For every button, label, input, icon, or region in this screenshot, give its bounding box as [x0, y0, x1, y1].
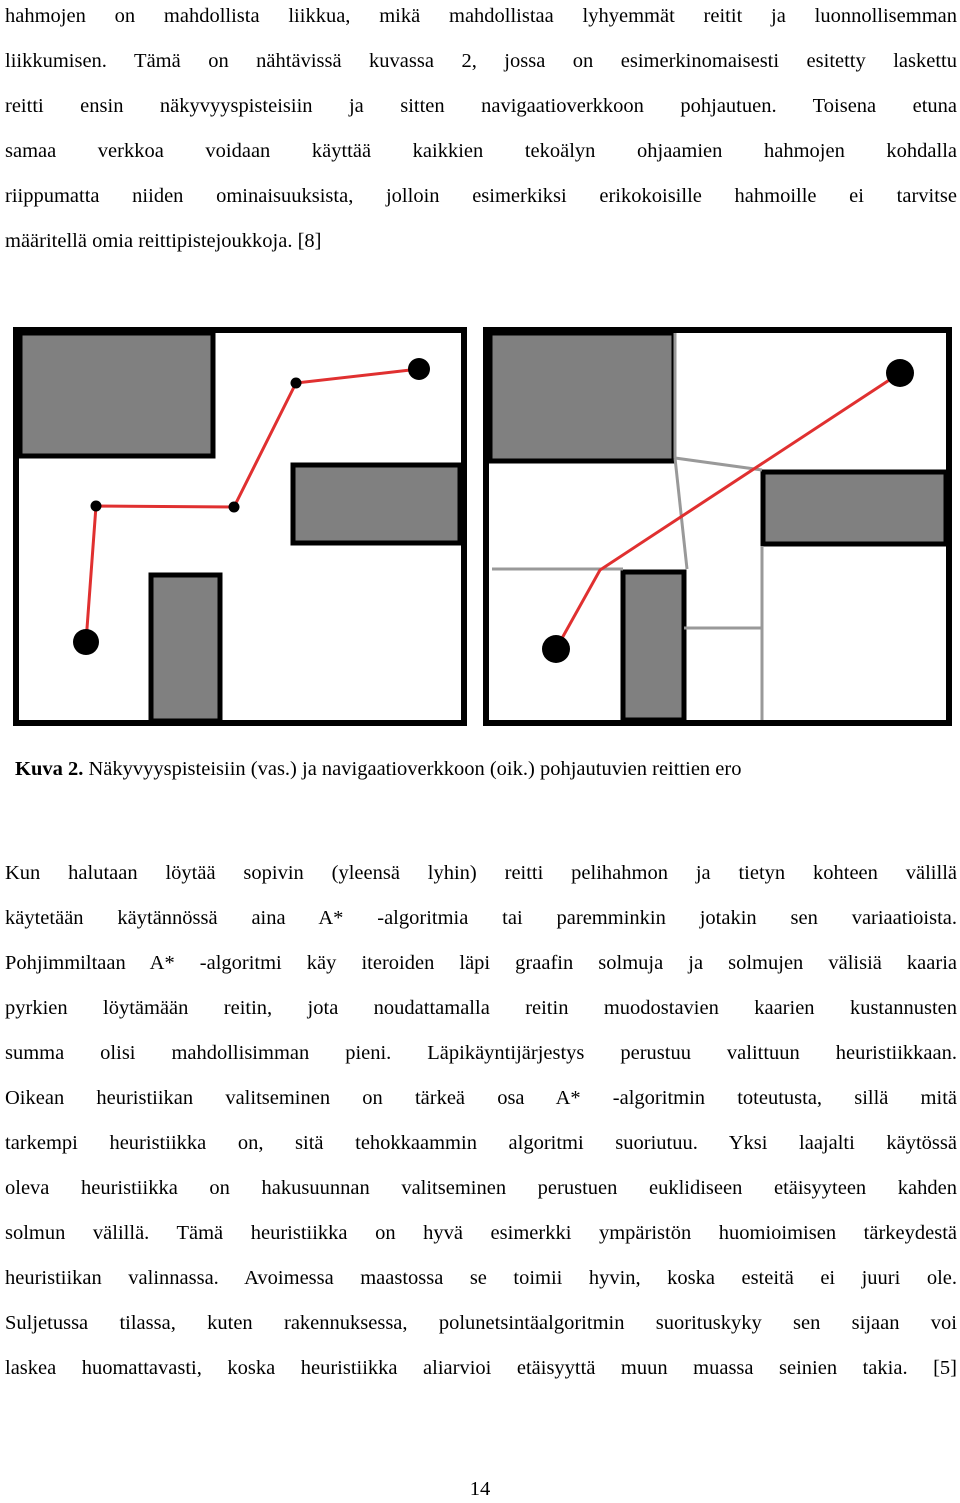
- start-point: [73, 629, 99, 655]
- text-line: Suljetussa tilassa, kuten rakennuksessa, polunetsintäalgoritmin suorituskyky sen sijaan voi: [5, 1312, 957, 1334]
- text-line: Kun halutaan löytää sopivin (yleensä lyhin) reitti pelihahmon ja tietyn kohteen välillä: [5, 862, 957, 884]
- text-line: käytetään käytännössä aina A* -algoritmia tai paremminkin jotakin sen variaatioista.: [5, 907, 957, 929]
- paragraph-intro: [5, 0, 957, 264]
- obstacle-block: [20, 333, 213, 456]
- text-line: oleva heuristiikka on hakusuunnan valitseminen perustuen euklidiseen etäisyyteen kahden: [5, 1177, 957, 1199]
- text-line: laskea huomattavasti, koska heuristiikka aliarvioi etäisyyttä muun muassa seinien takia. [5]: [5, 1357, 957, 1379]
- text-line: solmun välillä. Tämä heuristiikka on hyvä esimerkki ympäristön huomioimisen tärkeydestä: [5, 1222, 957, 1244]
- waypoint: [291, 378, 302, 389]
- obstacle-block: [293, 465, 460, 543]
- text-line: Oikean heuristiikan valitseminen on tärkeä osa A* -algoritmin toteutusta, sillä mitä: [5, 1087, 957, 1109]
- start-point: [542, 635, 570, 663]
- caption-text: Näkyvyyspisteisiin (vas.) ja navigaatioverkkoon (oik.) pohjautuvien reittien ero: [83, 758, 742, 780]
- goal-point: [408, 358, 430, 380]
- obstacle-block: [151, 575, 220, 721]
- navigation-mesh-panel: [486, 330, 949, 723]
- obstacle-block: [490, 333, 674, 461]
- text-line: määritellä omia reittipistejoukkoja. [8]: [5, 230, 322, 252]
- caption-label: Kuva 2.: [15, 758, 84, 780]
- page-number: 14: [469, 1478, 491, 1500]
- waypoint: [229, 502, 240, 513]
- text-line: pyrkien löytämään reitin, jota noudattamalla reitin muodostavien kaarien kustannusten: [5, 997, 957, 1019]
- text-line: liikkumisen. Tämä on nähtävissä kuvassa 2, jossa on esimerkinomaisesti esitetty laskettu: [5, 50, 957, 72]
- figure-caption: [15, 758, 741, 781]
- text-line: reitti ensin näkyvyyspisteisiin ja sitten navigaatioverkkoon pohjautuen. Toisena etuna: [5, 95, 957, 117]
- paragraph-astar: [5, 851, 957, 1391]
- text-line: tarkempi heuristiikka on, sitä tehokkaammin algoritmi suoriutuu. Yksi laajalti käytössä: [5, 1132, 957, 1154]
- text-line: samaa verkkoa voidaan käyttää kaikkien tekoälyn ohjaamien hahmojen kohdalla: [5, 140, 957, 162]
- text-line: riippumatta niiden ominaisuuksista, jolloin esimerkiksi erikokoisille hahmoille ei tarvitse: [5, 185, 957, 207]
- waypoint: [91, 501, 102, 512]
- text-line: summa olisi mahdollisimman pieni. Läpikäyntijärjestys perustuu valittuun heuristiikkaan.: [5, 1042, 957, 1064]
- visibility-points-panel: [16, 330, 464, 723]
- obstacle-block: [623, 572, 684, 720]
- obstacle-block: [763, 472, 946, 544]
- text-line: hahmojen on mahdollista liikkua, mikä mahdollistaa lyhyemmät reitit ja luonnollisemman: [5, 5, 957, 27]
- text-line: Pohjimmiltaan A* -algoritmi käy iteroiden läpi graafin solmuja ja solmujen välisiä kaaria: [5, 952, 957, 974]
- text-line: heuristiikan valinnassa. Avoimessa maastossa se toimii hyvin, koska esteitä ei juuri ole.: [5, 1267, 957, 1289]
- figure-pathfinding-comparison: [12, 324, 956, 728]
- goal-point: [886, 359, 914, 387]
